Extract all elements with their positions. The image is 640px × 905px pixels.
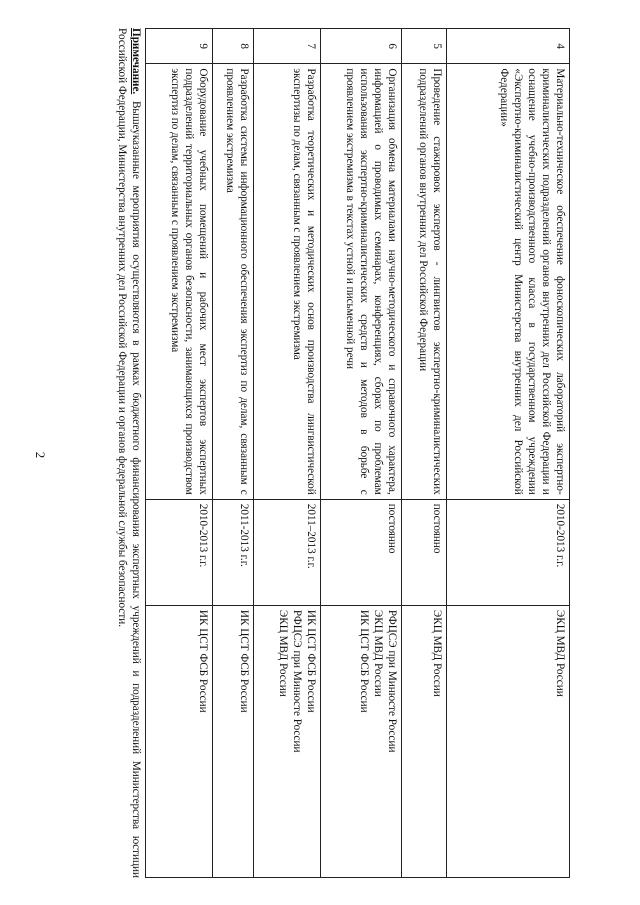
event-term: 2011–2013 г.г.: [254, 499, 321, 605]
row-number: 5: [402, 28, 447, 63]
table-row: [213, 28, 254, 877]
event-term: 2010-2013 г.г.: [146, 499, 213, 605]
measures-table: [145, 28, 570, 878]
event-executors: [402, 605, 447, 877]
table-row: [447, 28, 570, 877]
event-description: Разработка системы информационного обеспечения экспертиз по делам, связанным с проявлением экстремизма: [213, 63, 254, 498]
row-number: 7: [254, 28, 321, 63]
row-number: 9: [146, 28, 213, 63]
table-row: [402, 28, 447, 877]
executor: ЭКЦ МВД России: [277, 609, 289, 697]
row-number: 4: [447, 28, 570, 63]
executor: РФЦСЭ при Минюсте России: [291, 609, 303, 752]
table-row: [254, 28, 321, 877]
executor: ЭКЦ МВД России: [554, 609, 566, 697]
row-number: 8: [213, 28, 254, 63]
executor: ИК ЦСТ ФСБ России: [305, 609, 317, 713]
event-term: 2011-2013 г.г.: [213, 499, 254, 605]
footnote-label: Примечание.: [130, 27, 142, 94]
event-term: 2010-2013 г.г.: [447, 499, 570, 605]
event-description: Материально-техническое обеспечение фоноскопических лабораторий экспертно-криминалистических подразделений органов внутренних дел Российской Федерации и оснащение учебно-производственного класса в государственном учреждении «Экспертно-криминалистический центр Министерства внутренних дел Российской Федерации»: [447, 63, 570, 498]
event-executors: [321, 605, 402, 877]
event-executors: [146, 605, 213, 877]
executor: РФЦСЭ при Минюсте России: [386, 609, 398, 752]
event-term: постоянно: [402, 499, 447, 605]
footnote-text: Вышеуказанные мероприятия осуществляются в рамках бюджетного финансирования экспертных учреждений и подразделений Министерства юстиции Российской Федерации, Министерства внутренних дел Российской Федерации и органов федеральной службы безопасности.: [116, 27, 142, 878]
event-description: Разработка теоретических и методических основ производства лингвистической экспертизы по делам, связанным с проявлением экстремизма: [254, 63, 321, 498]
event-executors: [213, 605, 254, 877]
event-description: Организация обмена материалами научно-методического и справочного характера, информацией о проводимых семинарах, конференциях, сборах по проблемам использования экспертно-криминалистических средств и методов в борьбе с проявлением экстремизма в текстах устной и письменной речи: [321, 63, 402, 498]
executor: ИК ЦСТ ФСБ России: [238, 609, 250, 713]
table-row: [321, 28, 402, 877]
executor: ЭКЦ МВД России: [431, 609, 443, 697]
executor: ЭКЦ МВД России: [372, 609, 384, 697]
footnote: [115, 28, 143, 878]
table-row: [146, 28, 213, 877]
event-description: Проведение стажировок экспертов - лингвистов экспертно-криминалистических подразделений органов внутренних дел Российской Федерации: [402, 63, 447, 498]
page-number: 2: [33, 451, 48, 459]
executor: ИК ЦСТ ФСБ России: [358, 609, 370, 713]
event-executors: [447, 605, 570, 877]
event-executors: [254, 605, 321, 877]
row-number: 6: [321, 28, 402, 63]
event-term: постоянно: [321, 499, 402, 605]
event-description: Оборудование учебных помещений и рабочих мест экспертов экспертных подразделений территориальных органов безопасности, занимающихся производством экспертиз по делам, связанным с проявлением экстремизма: [146, 63, 213, 498]
rotated-page-content: [70, 28, 570, 878]
executor: ИК ЦСТ ФСБ России: [197, 609, 209, 713]
